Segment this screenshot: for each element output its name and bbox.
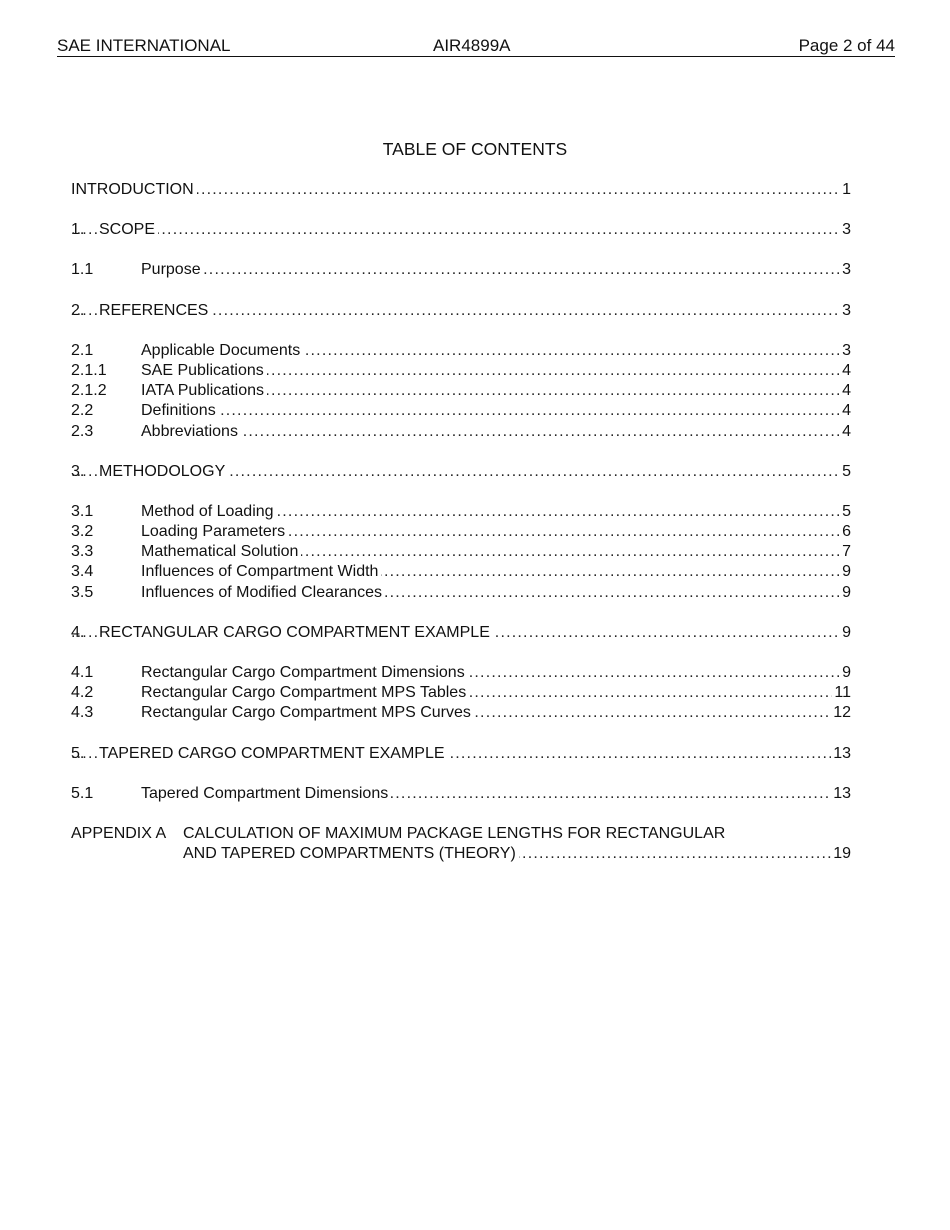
toc-entry-number: 2.3 xyxy=(71,422,93,442)
toc-entry-title: REFERENCES xyxy=(99,302,211,319)
publisher-name: SAE INTERNATIONAL xyxy=(57,36,231,55)
toc-entry-title: Rectangular Cargo Compartment MPS Curves xyxy=(141,704,474,721)
toc-entry-page: 4 xyxy=(840,401,851,421)
toc-entry-number: 3. xyxy=(71,462,84,482)
toc-entry-page: 3 xyxy=(840,301,851,321)
toc-entry-title: Rectangular Cargo Compartment Dimensions xyxy=(141,664,468,681)
appendix-title-line2: AND TAPERED COMPARTMENTS (THEORY) xyxy=(183,845,519,862)
toc-entry-title: RECTANGULAR CARGO COMPARTMENT EXAMPLE xyxy=(99,624,493,641)
toc-entry-title: SCOPE xyxy=(99,221,158,238)
toc-entry[interactable] xyxy=(71,562,851,582)
toc-entry[interactable] xyxy=(71,422,851,442)
document-number: AIR4899A xyxy=(433,36,511,55)
toc-entry-title: Method of Loading xyxy=(141,503,277,520)
toc-heading: TABLE OF CONTENTS xyxy=(382,139,568,159)
toc-entry[interactable] xyxy=(71,703,851,723)
toc-entry-page: 4 xyxy=(840,381,851,401)
toc-entry-title: Loading Parameters xyxy=(141,523,288,540)
toc-entry-title: Mathematical Solution xyxy=(141,543,301,560)
toc-entry-page: 4 xyxy=(840,361,851,381)
toc-entry-number: 1. xyxy=(71,220,84,240)
toc-entry-number: 3.4 xyxy=(71,562,93,582)
toc-entry[interactable] xyxy=(71,522,851,542)
toc-entry-page: 4 xyxy=(840,422,851,442)
page-header xyxy=(57,36,895,57)
toc-entry-number: 2.1.1 xyxy=(71,361,107,381)
toc-entry-page: 9 xyxy=(840,623,851,643)
toc-entry-number: 5.1 xyxy=(71,784,93,804)
toc-entry-page: 7 xyxy=(840,542,851,562)
toc-entry-page: 11 xyxy=(832,683,851,703)
toc-entry[interactable] xyxy=(71,220,851,240)
toc-entry[interactable] xyxy=(71,784,851,804)
toc-entry[interactable] xyxy=(71,502,851,522)
toc-entry-page: 12 xyxy=(831,703,851,723)
toc-entry-page: 3 xyxy=(840,260,851,280)
toc-entry-title: TAPERED CARGO COMPARTMENT EXAMPLE xyxy=(99,745,448,762)
toc-entry-number: 3.3 xyxy=(71,542,93,562)
toc-entry[interactable] xyxy=(71,542,851,562)
page-indicator: Page 2 of 44 xyxy=(798,36,895,55)
toc-entry-page: 6 xyxy=(840,522,851,542)
dot-leader xyxy=(141,422,851,442)
toc-entry[interactable] xyxy=(71,341,851,361)
table-of-contents xyxy=(71,180,851,864)
toc-entry[interactable] xyxy=(71,462,851,482)
toc-entry[interactable] xyxy=(71,744,851,764)
appendix-title-line1: CALCULATION OF MAXIMUM PACKAGE LENGTHS FOR RECTANGULAR xyxy=(183,824,726,842)
dot-leader xyxy=(71,220,851,240)
toc-entry-number: 4.3 xyxy=(71,703,93,723)
toc-entry-page: 1 xyxy=(840,180,851,200)
toc-entry[interactable] xyxy=(71,583,851,603)
toc-entry-number: 2.1.2 xyxy=(71,381,107,401)
toc-entry-title: Applicable Documents xyxy=(141,342,303,359)
toc-entry[interactable] xyxy=(71,401,851,421)
toc-entry-number: 1.1 xyxy=(71,260,93,280)
dot-leader xyxy=(141,401,851,421)
toc-entry-number: 3.5 xyxy=(71,583,93,603)
toc-entry[interactable] xyxy=(71,301,851,321)
toc-entry-number: 2. xyxy=(71,301,84,321)
toc-entry[interactable] xyxy=(71,381,851,401)
toc-entry-title: Abbreviations xyxy=(141,423,241,440)
toc-entry-page: 5 xyxy=(840,502,851,522)
toc-entry-number: 5. xyxy=(71,744,84,764)
toc-entry-appendix[interactable] xyxy=(71,824,851,864)
toc-entry-page: 9 xyxy=(840,663,851,683)
toc-entry-title: Tapered Compartment Dimensions xyxy=(141,785,391,802)
toc-entry-title: METHODOLOGY xyxy=(99,463,228,480)
toc-entry[interactable] xyxy=(71,260,851,280)
toc-entry-page: 9 xyxy=(840,562,851,582)
toc-entry-number: 4.2 xyxy=(71,683,93,703)
toc-entry-title: SAE Publications xyxy=(141,362,267,379)
toc-entry-title: Influences of Modified Clearances xyxy=(141,584,385,601)
toc-entry-title: Rectangular Cargo Compartment MPS Tables xyxy=(141,684,469,701)
dot-leader xyxy=(141,260,851,280)
toc-entry[interactable] xyxy=(71,683,851,703)
toc-entry-number: 3.2 xyxy=(71,522,93,542)
toc-entry[interactable] xyxy=(71,663,851,683)
toc-entry-title: IATA Publications xyxy=(141,382,267,399)
toc-entry-number: 4. xyxy=(71,623,84,643)
toc-entry-number: 3.1 xyxy=(71,502,93,522)
appendix-page: 19 xyxy=(831,844,851,864)
toc-entry-number: 2.2 xyxy=(71,401,93,421)
toc-entry-page: 13 xyxy=(831,744,851,764)
toc-entry-title: INTRODUCTION xyxy=(71,181,197,198)
appendix-label: APPENDIX A xyxy=(71,824,167,842)
toc-entry-title: Definitions xyxy=(141,402,219,419)
toc-entry-page: 5 xyxy=(840,462,851,482)
toc-entry-page: 9 xyxy=(840,583,851,603)
toc-entry[interactable] xyxy=(71,361,851,381)
toc-entry-number: 2.1 xyxy=(71,341,93,361)
toc-entry-number: 4.1 xyxy=(71,663,93,683)
toc-entry[interactable] xyxy=(71,623,851,643)
toc-entry[interactable] xyxy=(71,180,851,200)
toc-entry-page: 13 xyxy=(831,784,851,804)
toc-entry-title: Purpose xyxy=(141,261,204,278)
toc-entry-page: 3 xyxy=(840,341,851,361)
toc-entry-page: 3 xyxy=(840,220,851,240)
toc-entry-title: Influences of Compartment Width xyxy=(141,563,381,580)
